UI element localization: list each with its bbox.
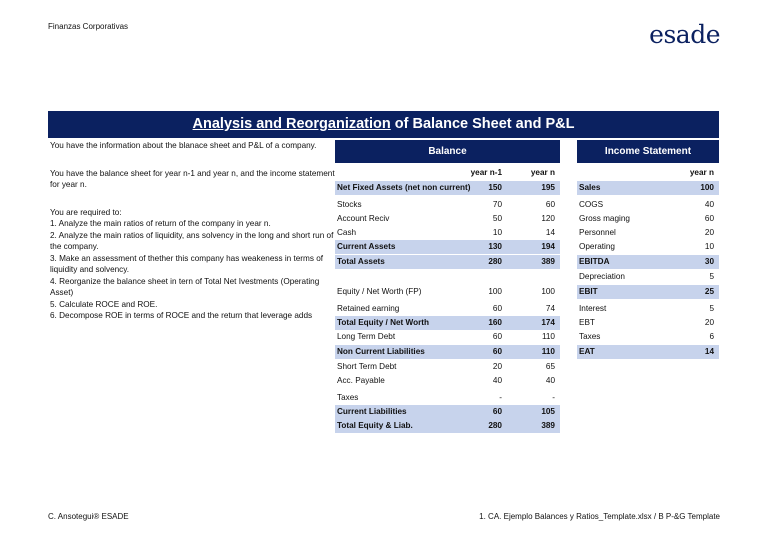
footer-author: C. Ansotegui® ESADE [48,512,129,521]
balance-row-label: Current Assets [337,242,396,251]
income-row [577,240,719,254]
income-col-year-n: year n [689,168,714,177]
title-rest: of Balance Sheet and P&L [390,116,575,132]
balance-value-year-n: 194 [541,242,555,251]
balance-row [335,255,560,269]
balance-row-label: Long Term Debt [337,332,396,341]
slide-title-banner [48,111,719,138]
income-value-year-n: 40 [704,200,714,209]
footer-source: 1. CA. Ejemplo Balances y Ratios_Template.xlsx / B P-&G Template [479,512,720,521]
balance-value-year-n: 74 [545,304,555,313]
balance-value-year-n: 65 [545,362,555,371]
balance-value-year-n: 120 [541,214,555,223]
course-title: Finanzas Corporativas [48,22,129,31]
balance-value-year-n-1: - [499,393,502,402]
instructions-text [50,140,335,322]
income-value-year-n: 25 [704,287,714,296]
task-item: 1. Analyze the main ratios of return of the company in year n. [50,219,271,228]
balance-row [335,345,560,359]
balance-value-year-n: 110 [541,347,555,356]
balance-value-year-n: 40 [545,376,555,385]
balance-col-year-n-1: year n-1 [470,168,502,177]
intro-paragraph-2: You have the balance sheet for year n-1 and year n, and the income statement for year n. [50,168,335,189]
balance-row [335,316,560,330]
income-value-year-n: 100 [700,183,714,192]
balance-value-year-n-1: 280 [488,421,502,430]
balance-value-year-n-1: 10 [492,228,502,237]
income-value-year-n: 60 [704,214,714,223]
title-underlined: Analysis and Reorganization [192,116,391,132]
balance-row-label: Total Equity & Liab. [337,421,413,430]
balance-row [335,181,560,195]
income-row [577,330,719,344]
task-item: 6. Decompose ROE in terms of ROCE and the return that leverage adds [50,311,313,320]
balance-value-year-n-1: 40 [492,376,502,385]
balance-row-label: Short Term Debt [337,362,397,371]
balance-row [335,419,560,433]
income-row [577,212,719,226]
income-row-label: EBITDA [579,257,610,266]
income-row-label: EBT [579,318,595,327]
balance-value-year-n-1: 60 [492,347,502,356]
balance-value-year-n: 105 [541,407,555,416]
income-row-label: Operating [579,242,615,251]
balance-value-year-n-1: 60 [492,407,502,416]
balance-value-year-n-1: 70 [492,200,502,209]
balance-column-headers [335,166,560,180]
balance-row [335,226,560,240]
balance-row [335,391,560,405]
balance-row-label: Stocks [337,200,362,209]
income-row-label: COGS [579,200,604,209]
balance-row [335,285,560,299]
income-statement-header: Income Statement [577,140,719,163]
balance-row [335,302,560,316]
balance-row-label: Non Current Liabilities [337,347,425,356]
task-item: 5. Calculate ROCE and ROE. [50,299,158,309]
balance-value-year-n-1: 50 [492,214,502,223]
balance-row [335,240,560,254]
balance-row [335,374,560,388]
task-item: 2. Analyze the main ratios of liquidity, ans solvency in the long and short run of the company. [50,230,334,251]
balance-value-year-n-1: 130 [488,242,502,251]
balance-row [335,405,560,419]
balance-row-label: Net Fixed Assets (net non current) [337,183,471,192]
balance-value-year-n-1: 60 [492,304,502,313]
balance-value-year-n-1: 20 [492,362,502,371]
income-row-label: EAT [579,347,595,356]
esade-logo: esade [649,20,720,49]
income-row-label: Depreciation [579,272,625,281]
balance-row [335,360,560,374]
balance-col-year-n: year n [530,168,555,177]
income-value-year-n: 10 [704,242,714,251]
income-row [577,270,719,284]
balance-row-label: Retained earning [337,304,400,313]
income-value-year-n: 14 [704,347,714,356]
income-row [577,226,719,240]
income-value-year-n: 20 [704,318,714,327]
balance-row-label: Total Assets [337,257,385,266]
balance-header: Balance [335,140,560,163]
balance-row-label: Total Equity / Net Worth [337,318,430,327]
income-row [577,198,719,212]
income-row-label: Personnel [579,228,616,237]
income-value-year-n: 5 [709,272,714,281]
income-row-label: Taxes [579,332,601,341]
balance-row-label: Account Reciv [337,214,390,223]
balance-row [335,198,560,212]
income-row-label: Gross maging [579,214,630,223]
intro-paragraph-3: You are required to: [50,207,122,217]
balance-row-label: Current Liabilities [337,407,407,416]
balance-value-year-n: - [552,393,555,402]
balance-value-year-n: 14 [545,228,555,237]
balance-value-year-n-1: 280 [488,257,502,266]
balance-row-label: Equity / Net Worth (FP) [337,287,422,296]
income-row [577,302,719,316]
income-value-year-n: 6 [709,332,714,341]
balance-value-year-n: 174 [541,318,555,327]
income-value-year-n: 5 [709,304,714,313]
income-row-label: Interest [579,304,607,313]
income-row-label: EBIT [579,287,598,296]
income-column-headers [577,166,719,180]
intro-paragraph-1: You have the information about the blanace sheet and P&L of a company. [50,141,317,150]
balance-row [335,212,560,226]
balance-value-year-n: 389 [541,257,555,266]
balance-value-year-n: 60 [545,200,555,209]
balance-row [335,330,560,344]
income-row [577,285,719,299]
balance-value-year-n: 110 [541,332,555,341]
income-row [577,316,719,330]
income-value-year-n: 20 [704,228,714,237]
balance-value-year-n: 100 [541,287,555,296]
balance-value-year-n: 389 [541,421,555,430]
balance-value-year-n-1: 100 [488,287,502,296]
task-item: 4. Reorganize the balance sheet in tern of Total Net Ivestments (Operating Asset) [50,276,320,297]
balance-row-label: Acc. Payable [337,376,385,385]
income-value-year-n: 30 [704,257,714,266]
task-item: 3. Make an assessment of thether this company has weakeness in terms of liquidity and solvency. [50,253,324,274]
income-row [577,255,719,269]
balance-value-year-n-1: 60 [492,332,502,341]
balance-value-year-n-1: 150 [488,183,502,192]
income-row [577,345,719,359]
balance-value-year-n-1: 160 [488,318,502,327]
income-row-label: Sales [579,183,601,192]
balance-row-label: Taxes [337,393,359,402]
balance-row-label: Cash [337,228,357,237]
income-row [577,181,719,195]
balance-value-year-n: 195 [541,183,555,192]
